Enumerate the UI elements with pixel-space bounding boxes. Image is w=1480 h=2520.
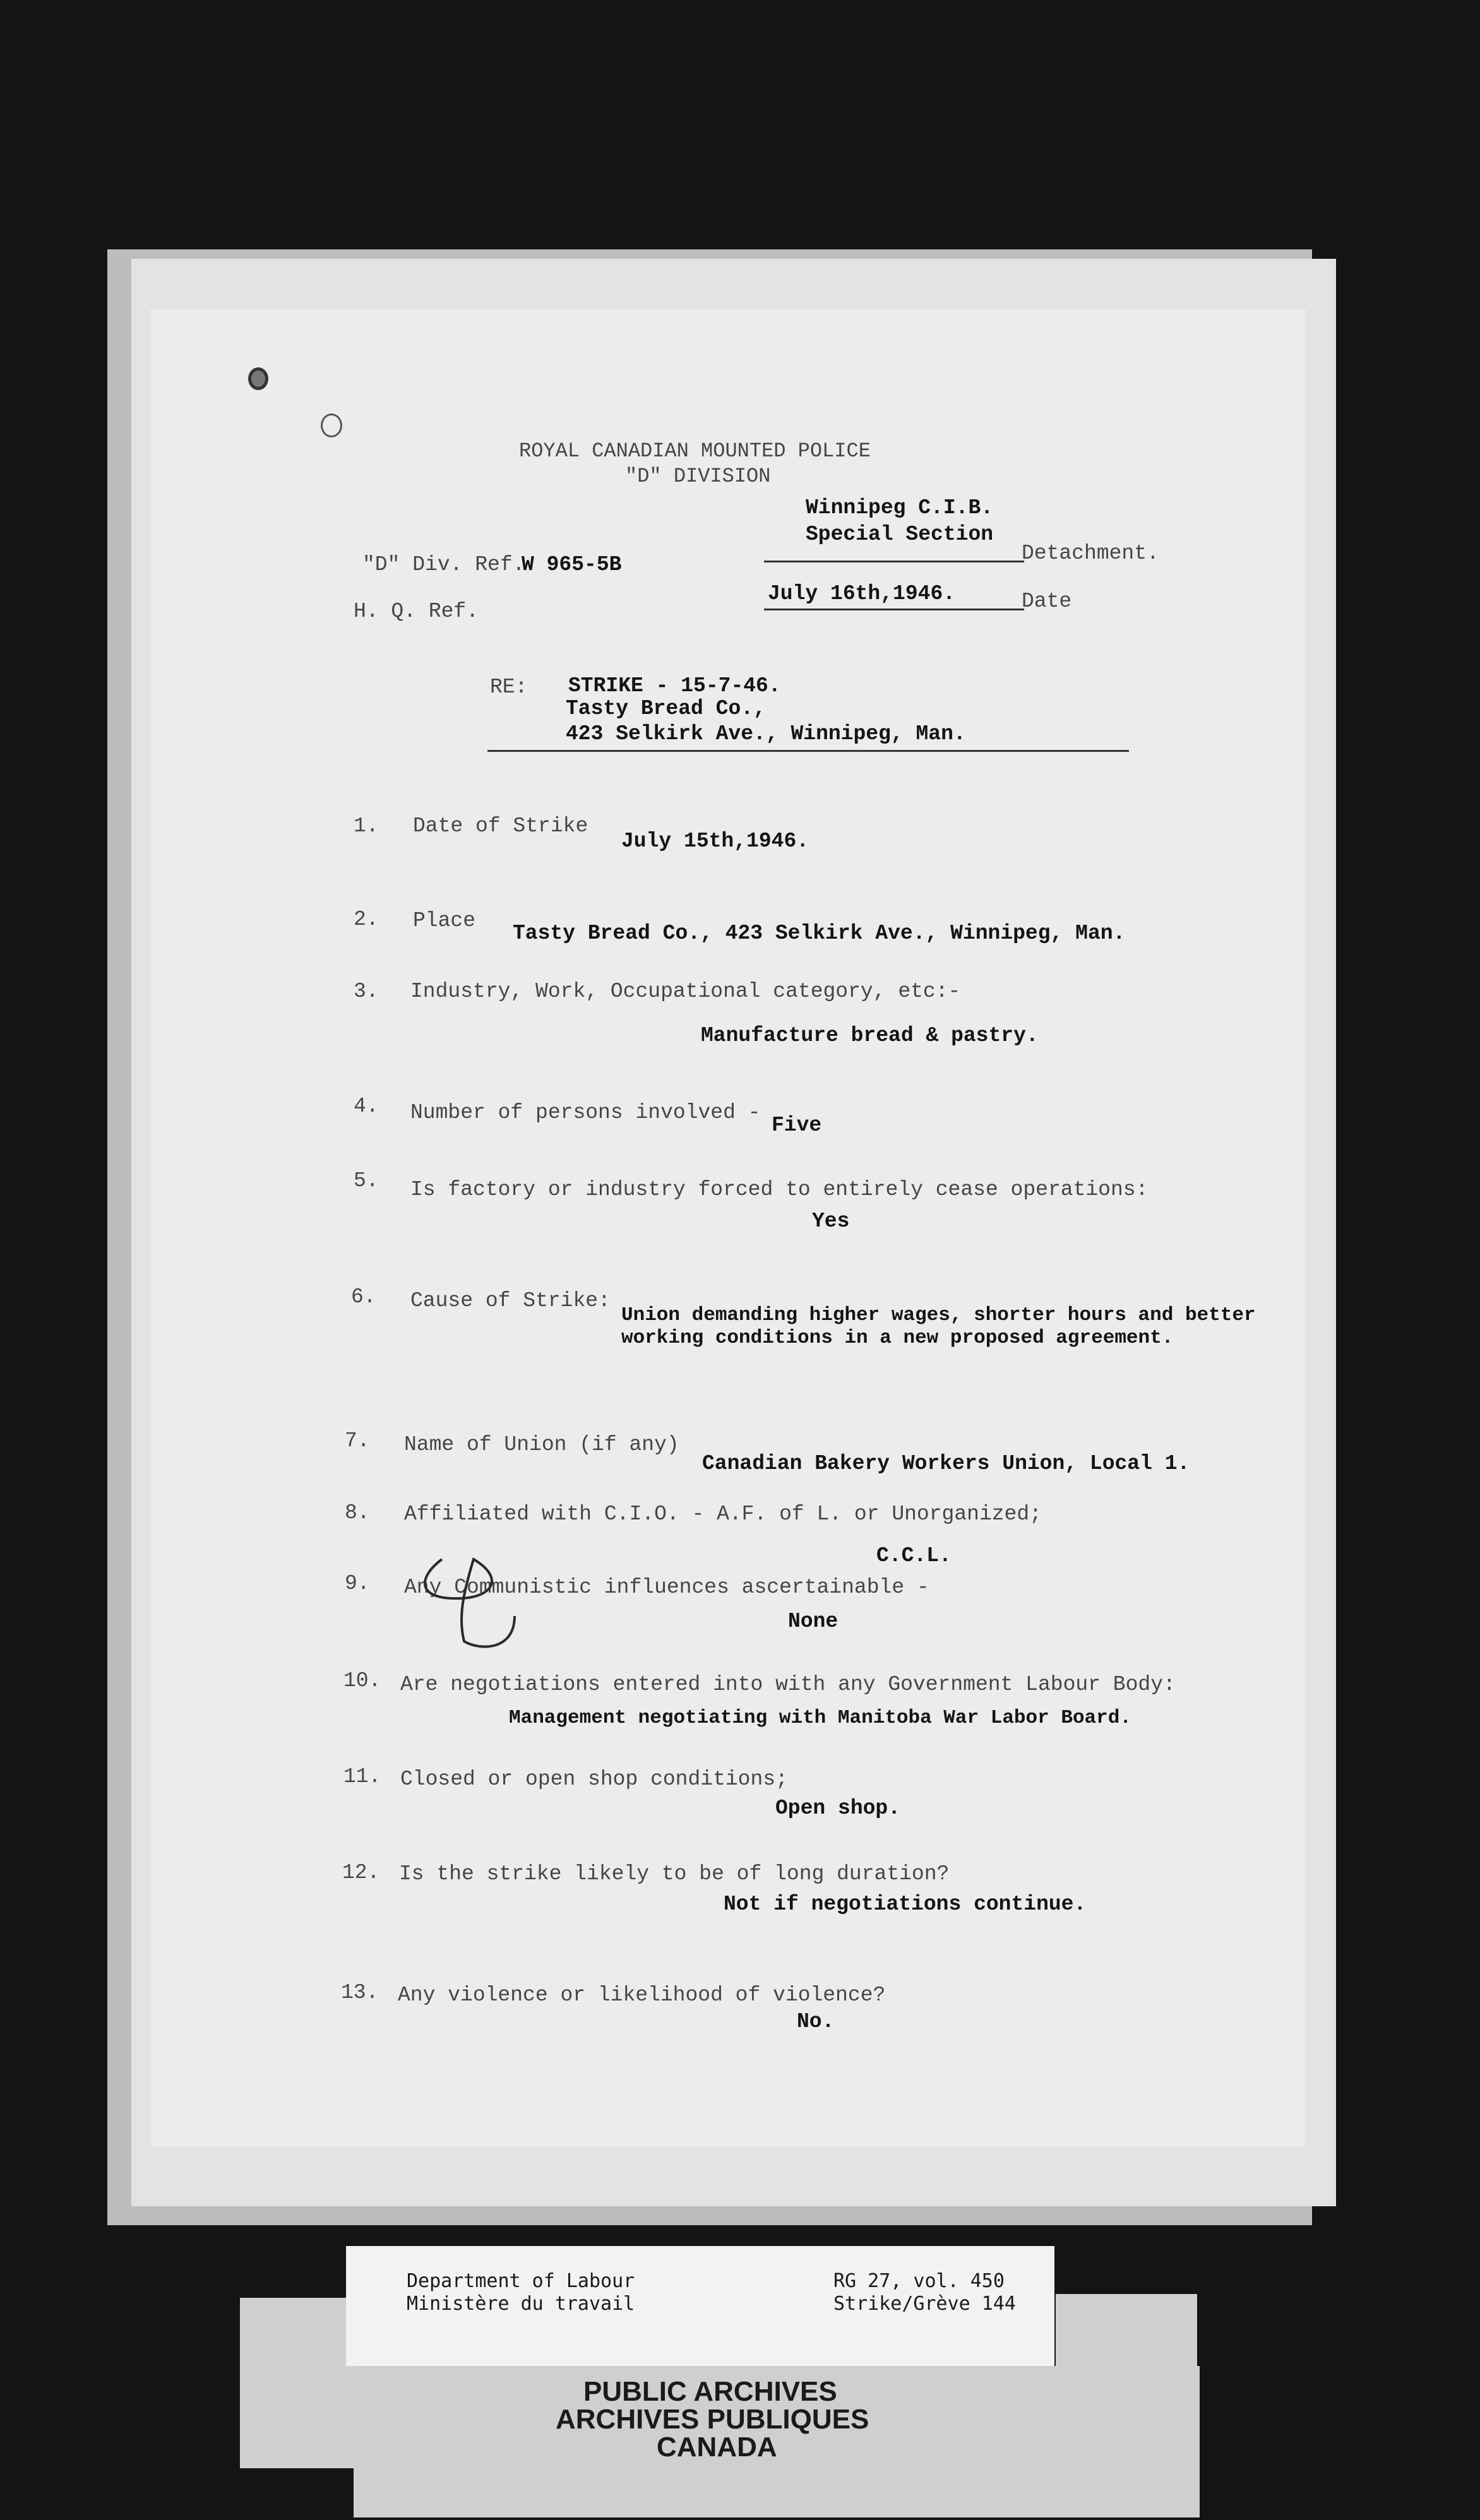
re-line3: 423 Selkirk Ave., Winnipeg, Man. <box>566 722 966 746</box>
dept-name-fr: Ministère du travail <box>407 2293 635 2315</box>
item-8-question: Affiliated with C.I.O. - A.F. of L. or Unorganized; <box>404 1502 1042 1526</box>
re-line2: Tasty Bread Co., <box>566 697 766 720</box>
re-underline <box>487 750 1129 752</box>
re-label: RE: <box>490 675 528 699</box>
detachment-underline <box>764 561 1024 562</box>
item-9-answer: None <box>788 1610 838 1633</box>
item-8-answer: C.C.L. <box>876 1544 952 1567</box>
item-13-answer: No. <box>797 2010 835 2033</box>
archive-stamp-line3: CANADA <box>657 2432 777 2463</box>
item-6-number: 6. <box>351 1285 376 1309</box>
item-6-answer-line2: working conditions in a new proposed agreement. <box>621 1327 1174 1349</box>
item-2-number: 2. <box>354 908 379 931</box>
item-7-number: 7. <box>345 1429 370 1453</box>
item-6-question: Cause of Strike: <box>410 1289 611 1312</box>
item-1-number: 1. <box>354 814 379 838</box>
item-8-number: 8. <box>345 1501 370 1524</box>
date-value: July 16th,1946. <box>768 582 956 605</box>
item-3-answer: Manufacture bread & pastry. <box>701 1024 1039 1047</box>
item-10-number: 10. <box>343 1669 381 1692</box>
item-10-answer: Management negotiating with Manitoba War Labor Board. <box>509 1707 1131 1729</box>
item-10-question: Are negotiations entered into with any Government Labour Body: <box>400 1673 1176 1696</box>
item-1-question: Date of Strike <box>413 814 588 838</box>
date-label: Date <box>1022 590 1072 613</box>
item-4-number: 4. <box>354 1095 379 1118</box>
item-13-question: Any violence or likelihood of violence? <box>398 1983 886 2007</box>
item-5-answer: Yes <box>812 1209 850 1233</box>
item-9-question: Any Communistic influences ascertainable - <box>404 1576 929 1599</box>
item-12-question: Is the strike likely to be of long duration? <box>399 1862 950 1886</box>
item-7-question: Name of Union (if any) <box>404 1433 679 1456</box>
record-group-ref: RG 27, vol. 450 <box>833 2270 1005 2292</box>
detachment-line1: Winnipeg C.I.B. <box>806 496 994 520</box>
item-4-question: Number of persons involved - <box>410 1101 761 1124</box>
item-2-answer: Tasty Bread Co., 423 Selkirk Ave., Winnipeg, Man. <box>513 922 1126 945</box>
detachment-line2: Special Section <box>806 523 994 546</box>
strike-file-ref: Strike/Grève 144 <box>833 2293 1016 2315</box>
div-ref-value: W 965-5B <box>522 553 622 576</box>
hq-ref-label: H. Q. Ref. <box>354 600 479 623</box>
item-11-question: Closed or open shop conditions; <box>400 1768 788 1791</box>
item-7-answer: Canadian Bakery Workers Union, Local 1. <box>702 1452 1190 1475</box>
archive-stamp-line2: ARCHIVES PUBLIQUES <box>556 2404 869 2435</box>
item-11-number: 11. <box>343 1765 381 1788</box>
circle-mark-icon <box>321 413 342 437</box>
division-name: "D" DIVISION <box>625 465 771 488</box>
handwritten-scribble-icon <box>404 1540 549 1667</box>
item-12-answer: Not if negotiations continue. <box>724 1893 1087 1916</box>
item-11-answer: Open shop. <box>775 1797 901 1820</box>
item-2-question: Place <box>413 909 476 932</box>
div-ref-label: "D" Div. Ref. <box>362 553 525 576</box>
item-3-number: 3. <box>354 980 379 1003</box>
item-13-number: 13. <box>341 1981 379 2004</box>
dept-name-en: Department of Labour <box>407 2270 635 2292</box>
item-9-number: 9. <box>345 1572 370 1595</box>
archive-stamp-line1: PUBLIC ARCHIVES <box>583 2376 837 2407</box>
item-12-number: 12. <box>342 1861 380 1884</box>
agency-name: ROYAL CANADIAN MOUNTED POLICE <box>519 439 871 463</box>
punch-hole-icon <box>248 367 268 390</box>
item-1-answer: July 15th,1946. <box>621 829 809 853</box>
re-line1: STRIKE - 15-7-46. <box>568 674 781 698</box>
item-6-answer-line1: Union demanding higher wages, shorter hours and better <box>621 1304 1256 1326</box>
date-underline <box>764 609 1024 610</box>
item-4-answer: Five <box>772 1114 822 1137</box>
item-3-question: Industry, Work, Occupational category, etc:- <box>410 980 961 1003</box>
item-5-number: 5. <box>354 1169 379 1192</box>
item-5-question: Is factory or industry forced to entirely cease operations: <box>410 1178 1149 1201</box>
detachment-label: Detachment. <box>1022 542 1159 565</box>
